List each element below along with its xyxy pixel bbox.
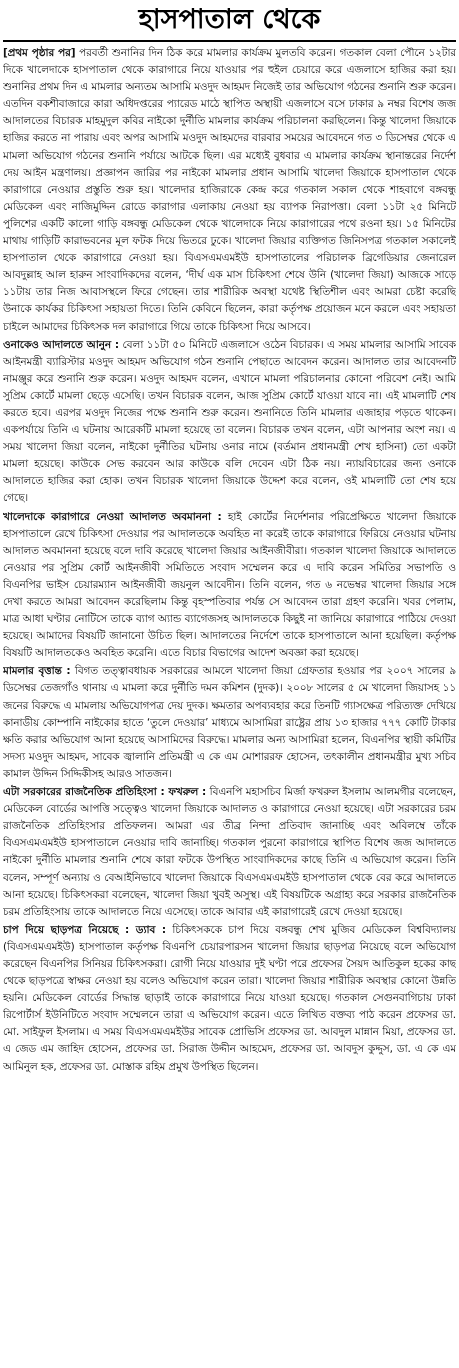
paragraph-dab: [3, 922, 456, 1076]
paragraph-lead: চাপ দিয়ে ছাড়পত্র নিয়েছে : ড্যাব :: [3, 923, 166, 936]
paragraph-lead: ওনাকেও আদালতে আনুন :: [3, 338, 119, 351]
paragraph-court-plea: [3, 337, 456, 508]
paragraph-text: বিএনপি মহাসচিব মির্জা ফখরুল ইসলাম আলমগীর বলেছেন, মেডিকেল বোর্ডের আপত্তি সত্ত্বেও খালেদা জিয়াকে আদালত ও কারাগারে নেওয়া হয়েছে। এটা সরকারের চরম রাজনৈতিক প্রতিহিংসার প্রতিফলন। আমরা এর তীব্র নিন্দা প্রতিবাদ জানাচ্ছি এবং অবিলম্বে তাঁকে বিএসএমএমইউ হাসপাতালে নেওয়ার দাবি জানাচ্ছি। গতকাল পুরনো কারাগারে স্থাপিত বিশেষ জজ আদালতে নাইকো দুর্নীতি মামলার শুনানি শেষে কারা ফটকে উপস্থিত সাংবাদিকদের কাছে তিনি এ অভিযোগ করেন। তিনি বলেন, সম্পূর্ণ অন্যায় ও বেআইনিভাবে খালেদা জিয়াকে বিএসএমএমইউ হাসপাতাল থেকে বের করে আদালতে আনা হয়েছে। চিকিৎসকরা বলেছেন, খালেদা জিয়া খুবই অসুস্থ। এই বিষয়টিকে অগ্রাহ্য করে সরকার রাজনৈতিক চরম প্রতিহিংসায় তাকে আদালতে নিয়ে এসেছে। তাকে আবার এই কারাগারেই রেখে দেওয়া হয়েছে।: [3, 786, 456, 918]
paragraph-text: চিকিৎসককে চাপ দিয়ে বঙ্গবন্ধু শেখ মুজিব মেডিকেল বিশ্ববিদ্যালয় (বিএসএমএমইউ) হাসপাতাল কর্তৃপক্ষ বিএনপি চেয়ারপারসন খালেদা জিয়ার ছাড়পত্র নিয়েছে বলে অভিযোগ করেছেন বিএনপির সিনিয়র চিকিৎসকরা। রোগী নিয়ে যাওয়ার দুই ঘণ্টা পরে প্রফেসর সৈয়দ আতিকুল হকের কাছ থেকে ছাড়পত্রে স্বাক্ষর নেওয়া হয় বলেও অভিযোগ করেন তারা। খালেদা জিয়ার শারীরিক অবস্থার কোনো উন্নতি হয়নি। মেডিকেল বোর্ডের সিদ্ধান্ত ছাড়াই তাকে কারাগারে নিয়ে যাওয়া হয়েছে। গতকাল সেগুনবাগিচায় ঢাকা রিপোর্টার্স ইউনিটিতে সংবাদ সম্মেলনে তারা এ অভিযোগ করেন। এতে লিখিত বক্তব্য পাঠ করেন প্রফেসর ডা. মো. সাইফুল ইসলাম। এ সময় বিএসএমএমইউর সাবেক প্রোভিসি প্রফেসর ডা. আবদুল মান্নান মিয়া, প্রফেসর ডা. এ জেড এম জাহিদ হোসেন, প্রফেসর ডা. সিরাজ উদ্দীন আহমেদ, প্রফেসর ডা. আবদুস কুদ্দুস, ডা. এ কে এম আমিনুল হক, প্রফেসর ডা. মোস্তাক রহিম প্রমুখ উপস্থিত ছিলেন।: [3, 923, 456, 1073]
paragraph-lead: এটা সরকারের রাজনৈতিক প্রতিহিংসা : ফখরুল :: [3, 786, 207, 799]
paragraph-lead: মামলার বৃত্তান্ত :: [3, 665, 71, 678]
paragraph-case-details: [3, 663, 456, 783]
paragraph-text: বেলা ১১টা ৫০ মিনিটে এজলাসে ওঠেন বিচারক। এ সময় মামলার আসামি সাবেক আইনমন্ত্রী ব্যারিস্টার মওদুদ আহমদ অভিযোগ গঠন শুনানি পেছাতে আবেদন করেন। আদালত তার আবেদনটি নামঞ্জুর করে শুনানি শুরু করেন। মওদুদ আহমদ বলেন, এখানে মামলা পরিচালনার কোনো পরিবেশ নেই। আমি সুপ্রিম কোর্টে মামলা ছেড়ে এসেছি। তখন বিচারক বলেন, আজ সুপ্রিম কোর্টে যাওয়া যাবে না। এই মামলাটি শেষ করতে হবে। এরপর মওদুদ নিজের পক্ষে শুনানি শুরু করেন। শুনানিতে তিনি মামলার এজাহার পড়তে থাকেন। একপর্যায়ে তিনি এ ঘটনায় আরেকটি মামলা হয়েছে তা বলেন। বিচারক তখন বলেন, এটা আপনার অংশ নয়। এ সময় খালেদা জিয়া বলেন, নাইকো দুর্নীতির ঘটনায় ওনার নামে (বর্তমান প্রধানমন্ত্রী শেখ হাসিনা) তো একটা মামলা হয়েছে। কাউকে সেভ করবেন আর কাউকে বলি দেবেন এটা ঠিক নয়। ন্যায়বিচারের জন্য ওনাকে আদালতে হাজির করা হোক। তখন বিচারক খালেদা জিয়াকে উদ্দেশ করে বলেন, ওই মামলাটি তো শেষ হয়ে গেছে।: [3, 338, 456, 505]
paragraph-fakhrul: [3, 784, 456, 921]
headline: হাসপাতাল থেকে: [138, 4, 321, 35]
paragraph-continuation: [3, 45, 456, 336]
paragraph-lead: [প্রথম পৃষ্ঠার পর]: [3, 47, 76, 59]
paragraph-contempt: [3, 509, 456, 663]
paragraph-text: পরবর্তী শুনানির দিন ঠিক করে মামলার কার্যক্রম মুলতবি করেন। গতকাল বেলা পৌনে ১২টার দিকে খালেদাকে হাসপাতাল থেকে কারাগারে নিয়ে যাওয়ার পর হুইল চেয়ারে করে এজলাসে হাজির করা হয়। শুনানির প্রথম দিন এ মামলার অন্যতম আসামি মওদুদ আহমদ নিজেই তার অভিযোগ গঠনের শুনানি শুরু করেন। এতদিন বকশীবাজারে কারা অধিদপ্তরের প্যারেড মাঠে স্থাপিত অস্থায়ী এজলাসে বসে ঢাকার ৯ নম্বর বিশেষ জজ আদালতের বিচারক মাহমুদুল কবির নাইকো দুর্নীতি মামলার কার্যক্রম পরিচালনা করছিলেন। কিন্তু খালেদা জিয়াকে হাজির করতে না পারায় এবং অপর আসামি মওদুদ আহমদের বারবার সময়ের আবেদনে গত ৩ ডিসেম্বর থেকে এ মামলা অভিযোগ গঠনের শুনানি পর্যায়ে আটকে ছিল। এর মধ্যেই বুধবার এ মামলার কার্যক্রম স্থানান্তরের নির্দেশ দেয় আইন মন্ত্রণালয়। প্রজ্ঞাপন জারির পর নাইকো মামলার প্রধান আসামি খালেদা জিয়াকে হাসপাতাল থেকে কারাগারে নেওয়ার প্রস্তুতি শুরু হয়। খালেদার হাজিরাকে কেন্দ্র করে গতকাল সকাল থেকে শাহবাগে বঙ্গবন্ধু মেডিকেল এবং নাজিমুদ্দিন রোডে কারাগার এলাকায় নেওয়া হয় ব্যাপক নিরাপত্তা। বেলা ১১টা ২৫ মিনিটে পুলিশের একটি কালো গাড়ি বঙ্গবন্ধু মেডিকেল থেকে খালেদাকে নিয়ে কারাগারের পথে রওনা হয়। ১৫ মিনিটের মাথায় গাড়িটি কারাভবনের মূল ফটক দিয়ে ভিতরে ঢুকে। খালেদা জিয়ার ব্যক্তিগত জিনিসপত্র গতকাল সকালেই হাসপাতাল থেকে কারাগারে নেওয়া হয়। বিএসএমএমইউ হাসপাতালের পরিচালক ব্রিগেডিয়ার জেনারেল আবদুল্লাহ আল হারুন সাংবাদিকদের বলেন, ‘দীর্ঘ এক মাস চিকিৎসা শেষে উনি (খালেদা জিয়া) আজকে সাড়ে ১১টায় তার নিজ আবাসস্থলে ফিরে গেছেন। তার শারীরিক অবস্থা যথেষ্ট স্থিতিশীল এবং আমরা চেষ্টা করেছি উনাকে কার্যকর চিকিৎসা সহায়তা দিতে। তিনি কেবিনে ছিলেন, কারা কর্তৃপক্ষ প্রয়োজন মনে করলে এবং সহায়তা চাইলে আমাদের চিকিৎসক দল কারাগারে গিয়ে তাকে চিকিৎসা দিয়ে আসবে।: [3, 47, 456, 333]
paragraph-text: বিগত তত্ত্বাবধায়ক সরকারের আমলে খালেদা জিয়া গ্রেফতার হওয়ার পর ২০০৭ সালের ৯ ডিসেম্বর তেজগাঁও থানায় এ মামলা করে দুর্নীতি দমন কমিশন (দুদক)। ২০০৮ সালের ৫ মে খালেদা জিয়াসহ ১১ জনের বিরুদ্ধে এ মামলায় অভিযোগপত্র দেয় দুদক। ক্ষমতার অপব্যবহার করে তিনটি গ্যাসক্ষেত্র পরিত্যক্ত দেখিয়ে কানাডীয় কোম্পানি নাইকোর হাতে ‘তুলে দেওয়ার’ মাধ্যমে আসামিরা রাষ্ট্রের প্রায় ১৩ হাজার ৭৭৭ কোটি টাকার ক্ষতি করার অভিযোগ আনা হয়েছে আসামিদের বিরুদ্ধে। মামলার অন্য আসামিরা হলেন, বিএনপির স্থায়ী কমিটির সদস্য মওদুদ আহমদ, সাবেক জ্বালানি প্রতিমন্ত্রী এ কে এম মোশাররফ হোসেন, তৎকালীন প্রধানমন্ত্রীর মুখ্য সচিব কামাল উদ্দিন সিদ্দিকীসহ আরও সাতজন।: [3, 665, 456, 780]
article-body: [3, 45, 456, 1363]
headline-rule: [3, 40, 456, 42]
paragraph-lead: খালেদাকে কারাগারে নেওয়া আদালত অবমাননা :: [3, 510, 222, 523]
paragraph-text: হাই কোর্টের নির্দেশনার পরিপ্রেক্ষিতে খালেদা জিয়াকে হাসপাতালে রেখে চিকিৎসা দেওয়ার পর আদালতকে অবহিত না করেই তাকে কারাগারে ফিরিয়ে নেওয়ার ঘটনায় আদালত অবমাননা হয়েছে বলে দাবি করেছে খালেদা জিয়ার আইনজীবীরা। গতকাল খালেদা জিয়াকে আদালতে নেওয়ার পর সুপ্রিম কোর্ট আইনজীবী সমিতিতে সংবাদ সম্মেলন করে এ দাবি করেন সমিতির সভাপতি ও বিএনপির ভাইস চেয়ারম্যান আইনজীবী জয়নুল আবেদীন। তিনি বলেন, গত ৬ নভেম্বর খালেদা জিয়ার সঙ্গে দেখা করতে আমরা আবেদন করেছিলাম কিন্তু বৃহস্পতিবার পর্যন্ত সে আবেদন তারা গ্রহণ করেনি। খবর পেলাম, মাত্র আধা ঘণ্টার নোটিসে তাকে ব্যাগ অ্যান্ড ব্যাগেজসহ আদালতকে কিছুই না জানিয়ে কারাগারে পাঠিয়ে দেওয়া হয়েছে। আমাদের বিষয়টি জানানো উচিত ছিল। আদালতের নির্দেশে তাকে হাসপাতালে আনা হয়েছিল। কর্তৃপক্ষ বিষয়টি আদালতকেও অবহিত করেনি। এতে বিচার বিভাগের আদেশ অবজ্ঞা করা হয়েছে।: [3, 510, 456, 660]
